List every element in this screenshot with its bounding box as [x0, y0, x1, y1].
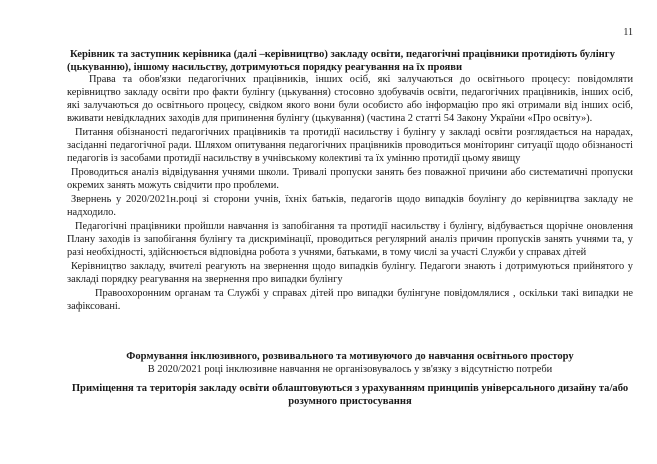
paragraph: Питання обізнаності педагогічних працівників та протидії насильству і булінгу у закладі освіти розглядається на нарадах, засіданні педагогічної ради. Шляхом опитування педагогічних працівників проводиться моніторинг ситуації щодо обізнаності педагогів із засобами протидії насильству в учнівському колективі та їх умінню протидії цьому явищу [67, 127, 633, 164]
section-body-bullying [67, 73, 633, 313]
paragraph: Педагогічні працівники пройшли навчання із запобігання та протидії насильству і булінгу, відбувається щорічне оновлення Плану заходів із запобігання булінгу та дискримінації, проводиться регулярний аналіз причин пропусків занять учнями та, у разі необхідності, здійснюється відповідна робота з учнями, батьками, в тому числі за участі Служби у справах дітей [67, 221, 633, 258]
page-number: 11 [623, 27, 633, 38]
section-heading-bullying: Керівник та заступник керівника (далі –керівництво) закладу освіти, педагогічні працівники протидіють булінгу (цькуванню), іншому насильству, дотримуються порядку реагування на їх прояви [67, 49, 615, 73]
paragraph: Керівництво закладу, вчителі реагують на звернення щодо випадків булінгу. Педагоги знають і дотримуються прийнятого у закладі порядку реагування на звернення про випадки булінгу [67, 261, 633, 285]
paragraph: Правоохоронним органам та Службі у справах дітей про випадки булінгуне повідомлялися , оскільки такі випадки не зафіксовані. [67, 288, 633, 312]
paragraph: Права та обов'язки педагогічних працівників, інших осіб, які залучаються до освітнього процесу: повідомляти керівництво закладу освіти про факти булінгу (цькування) стосовно здобувачів освіти, педагогічних працівників, інших осіб, які залучаються до освітнього процесу, свідком якого вони були особисто або інформацію про які отримали від інших осіб, вживати невідкладних заходів для припинення булінгу (цькування) (частина 2 статті 54 Закону України «Про освіту»). [67, 74, 633, 124]
section-text-inclusive: В 2020/2021 році інклюзивне навчання не організовувалось у зв'язку з відсутністю потреби [147, 364, 553, 375]
section-heading-premises: Приміщення та територія закладу освіти облаштовуються з урахуванням принципів універсального дизайну та/або розумного пристосування [71, 383, 629, 407]
paragraph: Проводиться аналіз відвідування учнями школи. Тривалі пропуски занять без поважної причини або систематичні пропуски окремих занять можуть свідчити про проблеми. [67, 167, 633, 191]
section-heading-inclusive: Формування інклюзивного, розвивального та мотивуючого до навчання освітнього простору [126, 351, 574, 362]
paragraph: Звернень у 2020/2021н.році зі сторони учнів, їхніх батьків, педагогів щодо випадків боулінгу до керівництва закладу не надходило. [67, 194, 633, 218]
